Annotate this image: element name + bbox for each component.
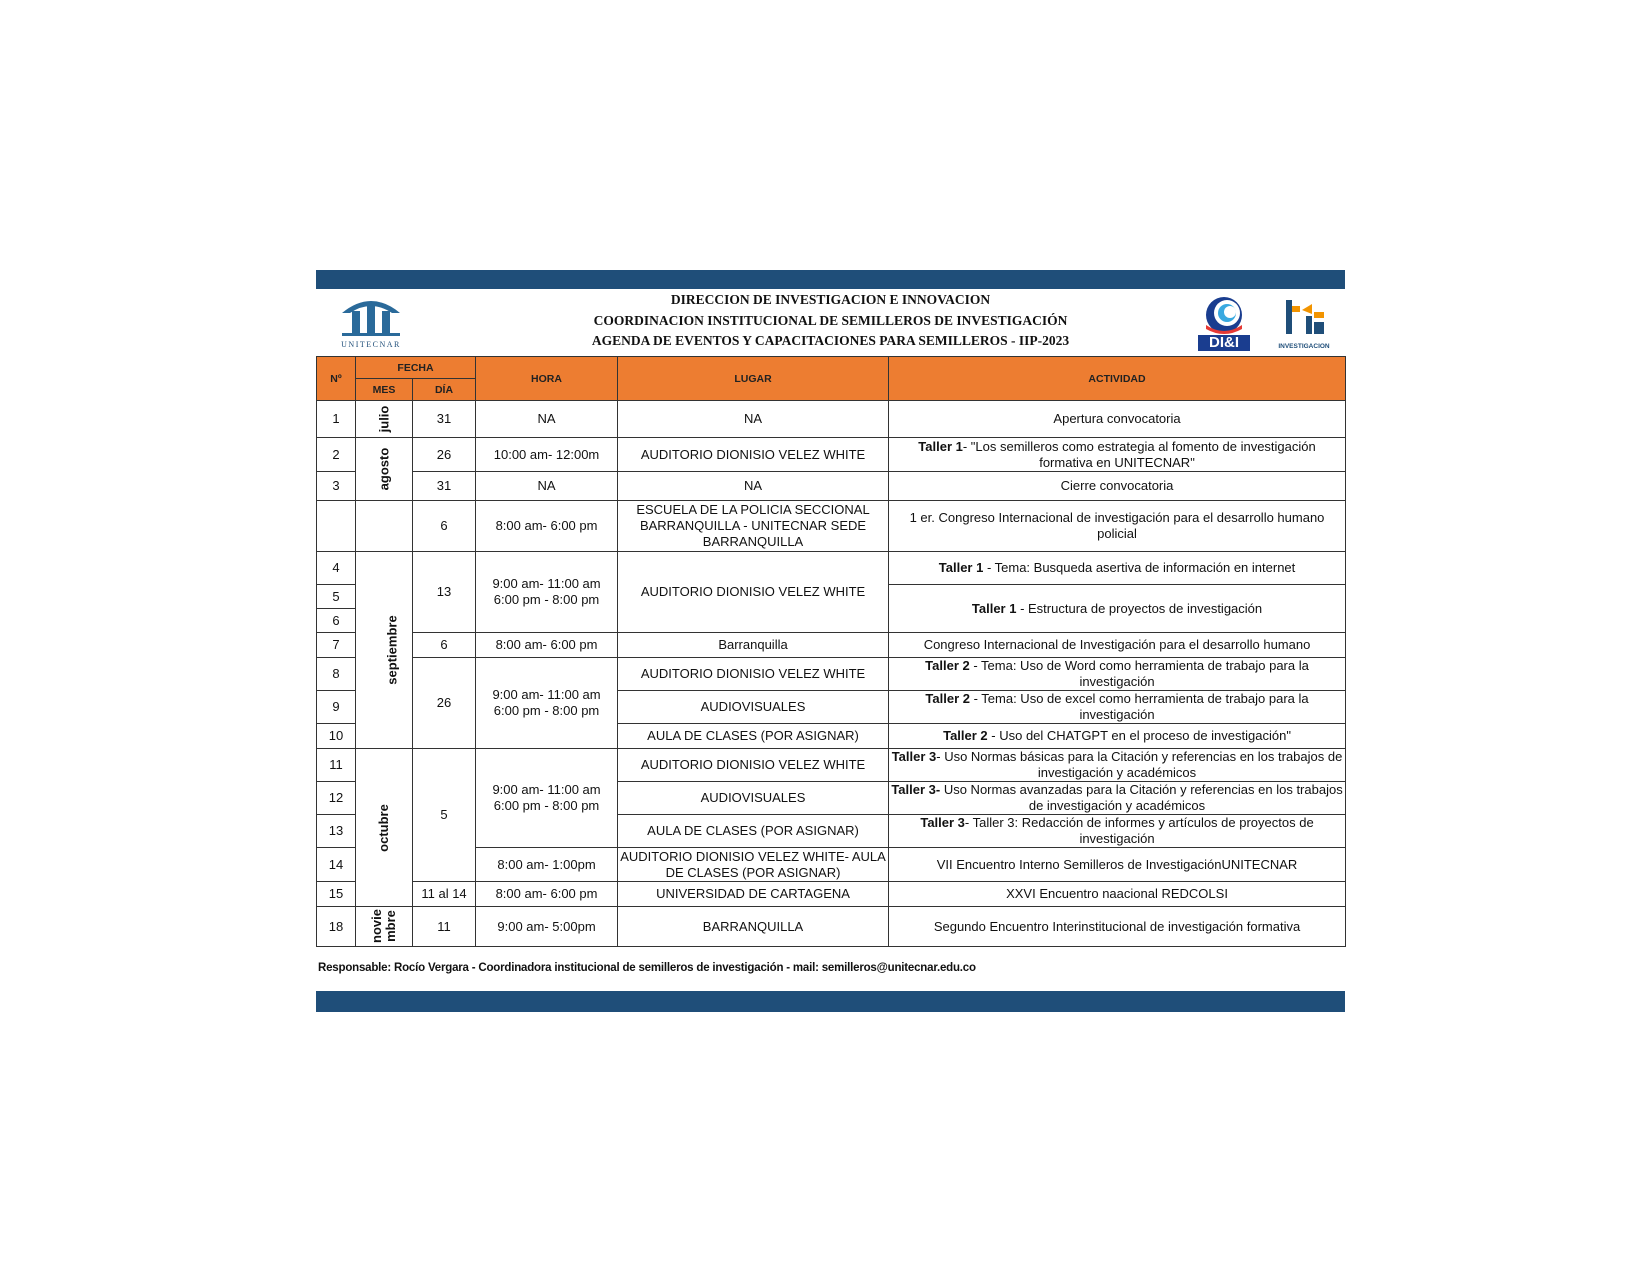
dii-swirl-icon: [1196, 295, 1252, 335]
row-time: NA: [476, 472, 618, 501]
bottom-band: [316, 991, 1345, 1012]
row-activity: [889, 749, 1346, 782]
month-cell: [356, 401, 413, 438]
time-morning: 9:00 am- 11:00 am: [492, 687, 601, 702]
row-time: [476, 552, 618, 633]
row-place: AUDITORIO DIONISIO VELEZ WHITE: [618, 552, 889, 633]
responsible-footer: Responsable: Rocío Vergara - Coordinadora institucional de semilleros de investigación - mail: semilleros@unitecnar.edu.co: [318, 962, 976, 974]
header-titles: [316, 290, 1345, 352]
row-day: 13: [413, 552, 476, 633]
title-line-2: COORDINACION INSTITUCIONAL DE SEMILLEROS DE INVESTIGACIÓN: [593, 312, 1068, 328]
title-line-1: DIRECCION DE INVESTIGACION E INNOVACION: [670, 292, 991, 307]
row-num: 1: [317, 401, 356, 438]
activity-text: - Estructura de proyectos de investigación: [1016, 600, 1263, 616]
activity-text: Uso Normas avanzadas para la Citación y referencias en los trabajos de investigación y académicos: [940, 782, 1343, 813]
unitecnar-wordmark: UNITECNAR: [341, 340, 401, 349]
month-label: agosto: [376, 447, 391, 491]
row-num: [317, 501, 356, 552]
table-row: [317, 438, 1346, 472]
row-activity: [889, 658, 1346, 691]
table-row: [317, 472, 1346, 501]
row-place: AUDIOVISUALES: [618, 691, 889, 724]
row-num: 11: [317, 749, 356, 782]
month-cell: [356, 907, 413, 947]
row-place: AUDITORIO DIONISIO VELEZ WHITE: [618, 438, 889, 472]
row-activity: [889, 585, 1346, 633]
row-time: 10:00 am- 12:00m: [476, 438, 618, 472]
investigacion-logo: [1276, 298, 1332, 350]
row-activity: 1 er. Congreso Internacional de investigación para el desarrollo humano policial: [889, 501, 1346, 552]
row-place: ESCUELA DE LA POLICIA SECCIONAL BARRANQUILLA - UNITECNAR SEDE BARRANQUILLA: [618, 501, 889, 552]
time-evening: 6:00 pm - 8:00 pm: [493, 798, 600, 813]
time-evening: 6:00 pm - 8:00 pm: [493, 592, 600, 607]
row-place: AUDITORIO DIONISIO VELEZ WHITE- AULA DE CLASES (POR ASIGNAR): [618, 848, 889, 882]
dii-logo: [1196, 295, 1252, 351]
row-num: 2: [317, 438, 356, 472]
activity-tag: Taller 2: [925, 691, 970, 706]
col-actividad: ACTIVIDAD: [889, 357, 1346, 401]
activity-tag: Taller 3-: [891, 782, 941, 797]
table-row: [317, 401, 1346, 438]
activity-text: - Tema: Uso de Word como herramienta de trabajo para la investigación: [969, 658, 1309, 689]
row-place: NA: [618, 401, 889, 438]
time-morning: 9:00 am- 11:00 am: [492, 576, 601, 591]
row-activity: Apertura convocatoria: [889, 401, 1346, 438]
row-activity: [889, 782, 1346, 815]
row-place: AULA DE CLASES (POR ASIGNAR): [618, 815, 889, 848]
row-activity: Cierre convocatoria: [889, 472, 1346, 501]
row-place: AUDITORIO DIONISIO VELEZ WHITE: [618, 749, 889, 782]
row-time: [476, 658, 618, 749]
dii-wordmark: DI&I: [1198, 335, 1250, 351]
row-activity: [889, 815, 1346, 848]
month-label-part: novie: [369, 909, 384, 943]
row-time: 8:00 am- 1:00pm: [476, 848, 618, 882]
row-day: 5: [413, 749, 476, 882]
row-time: [476, 749, 618, 848]
row-num: 12: [317, 782, 356, 815]
row-num: 9: [317, 691, 356, 724]
row-num: 10: [317, 724, 356, 749]
row-time: 8:00 am- 6:00 pm: [476, 633, 618, 658]
row-day: 6: [413, 501, 476, 552]
col-mes: MES: [356, 379, 413, 401]
row-place: NA: [618, 472, 889, 501]
row-day: 6: [413, 633, 476, 658]
month-label: julio: [376, 405, 391, 433]
table-row: [317, 658, 1346, 691]
row-num: 8: [317, 658, 356, 691]
row-activity: [889, 552, 1346, 585]
month-cell: [356, 552, 413, 749]
table-row: [317, 882, 1346, 907]
investigacion-emblem-icon: [1276, 298, 1332, 340]
table-row: [317, 633, 1346, 658]
col-fecha: FECHA: [356, 357, 476, 379]
row-place: UNIVERSIDAD DE CARTAGENA: [618, 882, 889, 907]
row-activity: Segundo Encuentro Interinstitucional de investigación formativa: [889, 907, 1346, 947]
activity-text: - Uso del CHATGPT en el proceso de investigación": [987, 728, 1291, 743]
month-label-part: mbre: [383, 910, 398, 942]
col-lugar: LUGAR: [618, 357, 889, 401]
activity-text: - "Los semilleros como estrategia al fomento de investigación formativa en UNITECNAR": [962, 438, 1316, 470]
activity-tag: Taller 1: [971, 600, 1017, 616]
row-num: 5: [317, 585, 356, 609]
row-day: 31: [413, 401, 476, 438]
row-activity: [889, 438, 1346, 472]
activity-text: - Uso Normas básicas para la Citación y referencias en los trabajos de investigación y académicos: [936, 749, 1343, 780]
row-day: 26: [413, 658, 476, 749]
row-num: 15: [317, 882, 356, 907]
activity-tag: Taller 2: [943, 728, 988, 743]
month-label: [370, 909, 398, 943]
row-day: 31: [413, 472, 476, 501]
row-activity: Congreso Internacional de Investigación para el desarrollo humano: [889, 633, 1346, 658]
agenda-table: [316, 356, 1346, 947]
row-place: BARRANQUILLA: [618, 907, 889, 947]
activity-text: - Taller 3: Redacción de informes y artículos de proyectos de investigación: [964, 815, 1314, 846]
row-activity: XXVI Encuentro naacional REDCOLSI: [889, 882, 1346, 907]
table-row: [317, 749, 1346, 782]
table-row: [317, 501, 1346, 552]
top-band: [316, 270, 1345, 289]
activity-text: - Tema: Busqueda asertiva de información en internet: [983, 560, 1296, 575]
row-place: Barranquilla: [618, 633, 889, 658]
row-time: 9:00 am- 5:00pm: [476, 907, 618, 947]
month-cell: [356, 501, 413, 552]
month-cell: [356, 438, 413, 501]
row-num: 4: [317, 552, 356, 585]
row-num: 7: [317, 633, 356, 658]
activity-tag: Taller 2: [925, 658, 970, 673]
activity-tag: Taller 3: [891, 749, 937, 764]
col-num: Nº: [317, 357, 356, 401]
activity-tag: Taller 1: [938, 560, 984, 575]
document-header: [316, 289, 1345, 355]
row-place: AUDIOVISUALES: [618, 782, 889, 815]
table-header-row: [317, 357, 1346, 379]
col-dia: DÍA: [413, 379, 476, 401]
row-activity: [889, 691, 1346, 724]
time-morning: 9:00 am- 11:00 am: [492, 782, 601, 797]
title-line-3: AGENDA DE EVENTOS Y CAPACITACIONES PARA SEMILLEROS - IIP-2023: [591, 333, 1070, 348]
row-num: 6: [317, 609, 356, 633]
row-num: 13: [317, 815, 356, 848]
row-place: AULA DE CLASES (POR ASIGNAR): [618, 724, 889, 749]
row-activity: [889, 724, 1346, 749]
table-row: [317, 907, 1346, 947]
row-time: NA: [476, 401, 618, 438]
month-cell: [356, 749, 413, 907]
row-day: 11 al 14: [413, 882, 476, 907]
time-evening: 6:00 pm - 8:00 pm: [493, 703, 600, 718]
month-label: octubre: [375, 803, 391, 852]
activity-text: - Tema: Uso de excel como herramienta de trabajo para la investigación: [969, 691, 1309, 722]
investigacion-wordmark: INVESTIGACION: [1278, 343, 1330, 350]
row-time: 8:00 am- 6:00 pm: [476, 501, 618, 552]
row-activity: VII Encuentro Interno Semilleros de InvestigaciónUNITECNAR: [889, 848, 1346, 882]
table-row: [317, 552, 1346, 585]
col-hora: HORA: [476, 357, 618, 401]
row-place: AUDITORIO DIONISIO VELEZ WHITE: [618, 658, 889, 691]
activity-tag: Taller 1: [918, 438, 963, 454]
row-day: 11: [413, 907, 476, 947]
row-num: 18: [317, 907, 356, 947]
row-day: 26: [413, 438, 476, 472]
row-time: 8:00 am- 6:00 pm: [476, 882, 618, 907]
month-label: septiembre: [384, 615, 400, 685]
row-num: 14: [317, 848, 356, 882]
activity-tag: Taller 3: [920, 815, 965, 830]
row-num: 3: [317, 472, 356, 501]
